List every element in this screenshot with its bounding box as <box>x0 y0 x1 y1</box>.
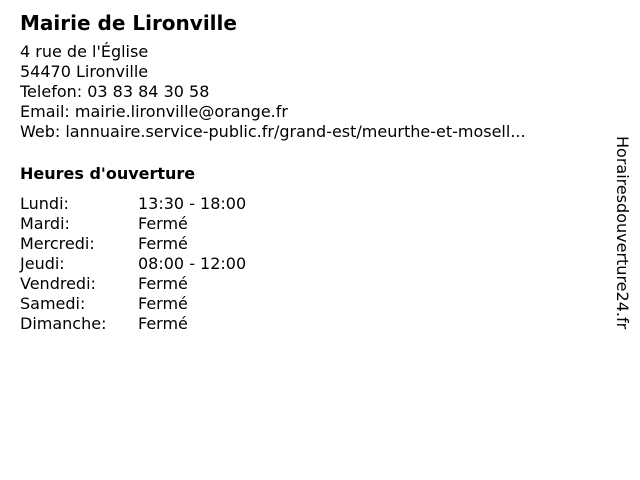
hours-value: 08:00 - 12:00 <box>138 254 247 273</box>
business-card <box>20 10 600 334</box>
hours-value: Fermé <box>138 314 188 333</box>
hours-day-label: Vendredi: <box>20 274 96 293</box>
hours-day-label: Lundi: <box>20 194 69 213</box>
hours-value: Fermé <box>138 274 188 293</box>
hours-day-label: Dimanche: <box>20 314 107 333</box>
hours-value: Fermé <box>138 214 188 233</box>
hours-row-monday <box>20 194 600 214</box>
hours-value: Fermé <box>138 234 188 253</box>
hours-day-label: Mardi: <box>20 214 70 233</box>
email-line[interactable]: Email: mairie.lironville@orange.fr <box>20 102 288 121</box>
phone-line[interactable]: Telefon: 03 83 84 30 58 <box>20 82 210 101</box>
opening-hours-title: Heures d'ouverture <box>20 164 196 183</box>
hours-day-label: Samedi: <box>20 294 86 313</box>
hours-day-label: Jeudi: <box>20 254 65 273</box>
business-name: Mairie de Lironville <box>20 11 237 35</box>
hours-row-wednesday <box>20 234 600 254</box>
hours-day-label: Mercredi: <box>20 234 95 253</box>
address-line-1: 4 rue de l'Église <box>20 42 149 61</box>
hours-row-thursday <box>20 254 600 274</box>
address-line-2: 54470 Lironville <box>20 62 149 81</box>
site-watermark: Horairesdouverture24.fr <box>613 136 632 330</box>
hours-row-sunday <box>20 314 600 334</box>
hours-value: 13:30 - 18:00 <box>138 194 247 213</box>
hours-row-tuesday <box>20 214 600 234</box>
hours-row-friday <box>20 274 600 294</box>
hours-value: Fermé <box>138 294 188 313</box>
hours-row-saturday <box>20 294 600 314</box>
website-line[interactable]: Web: lannuaire.service-public.fr/grand-est/meurthe-et-mosell... <box>20 122 526 141</box>
